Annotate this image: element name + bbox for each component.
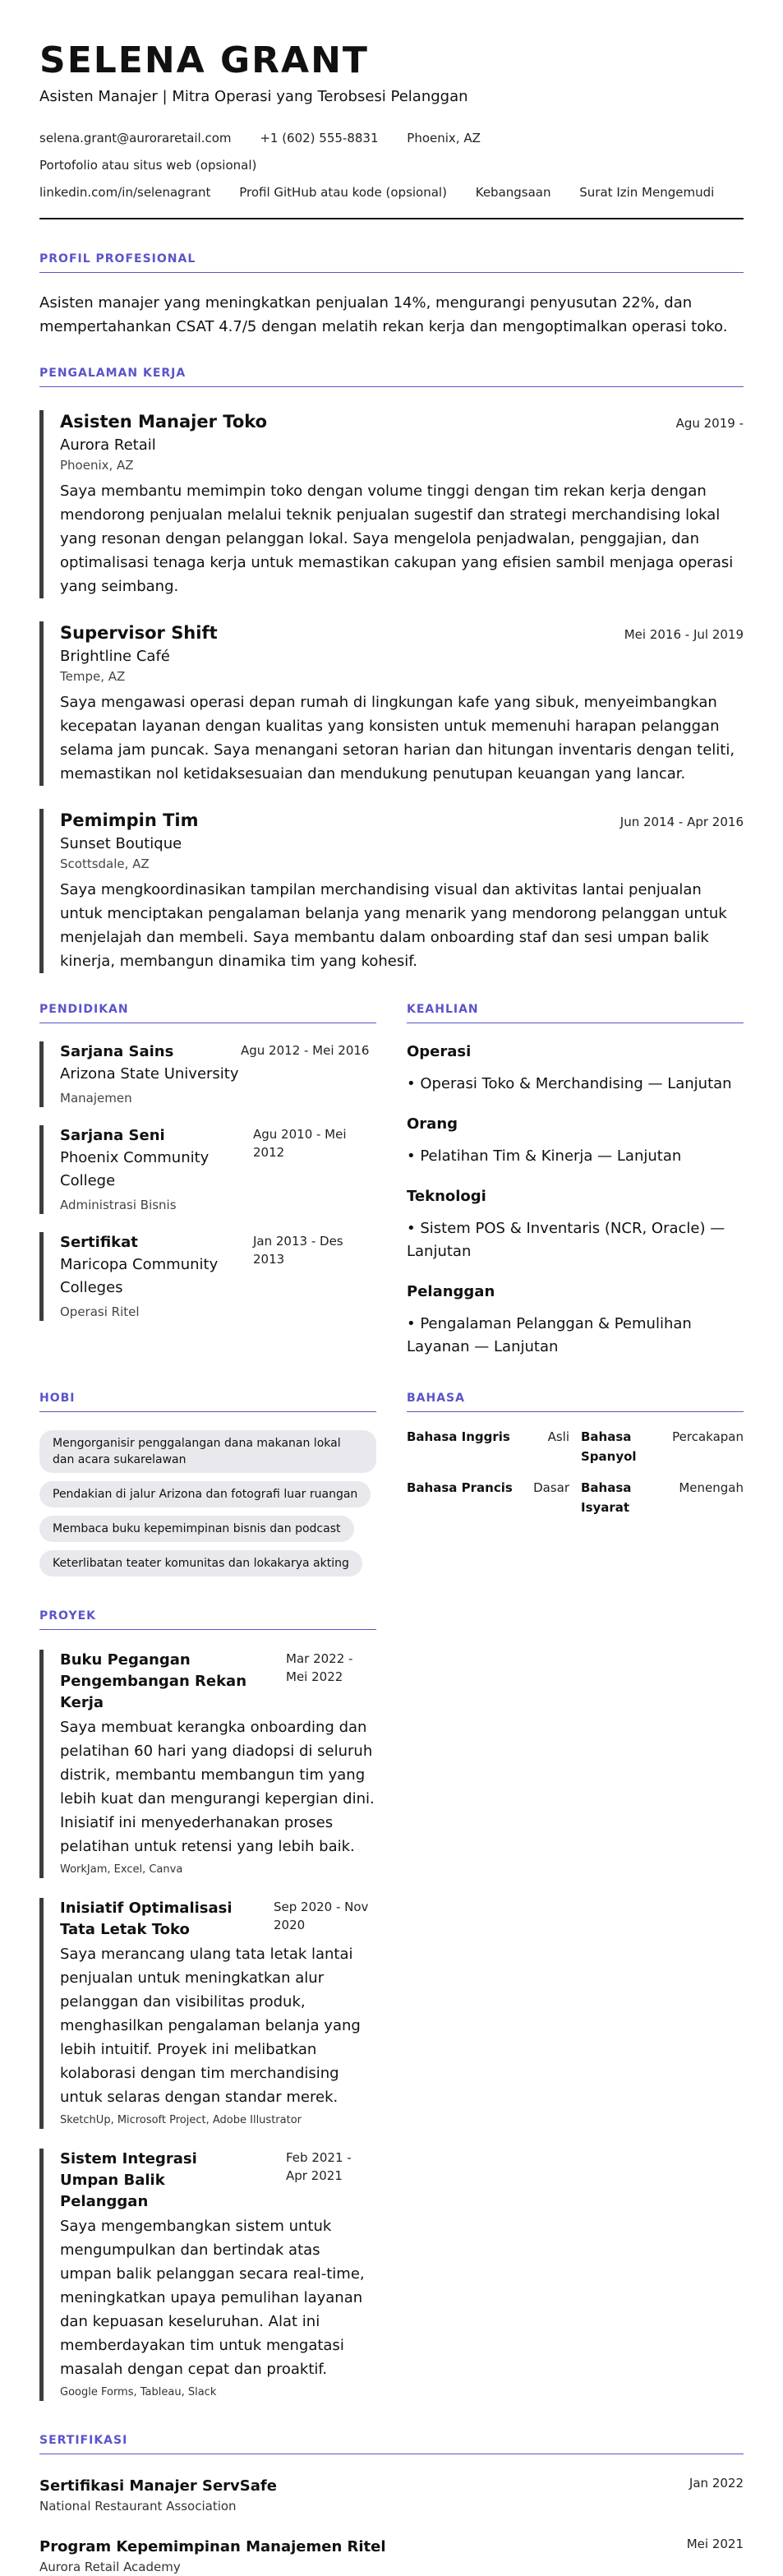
education-skills-row xyxy=(39,1003,744,1359)
skill-group xyxy=(407,1281,744,1359)
job-entry xyxy=(39,809,744,973)
education-date: Agu 2010 - Mei 2012 xyxy=(253,1127,347,1160)
skill-category: Orang xyxy=(407,1115,458,1133)
skill-item: • Operasi Toko & Merchandising — Lanjutan xyxy=(407,1075,732,1092)
projects-title: PROYEK xyxy=(39,1609,376,1630)
project-entry xyxy=(39,1650,376,1878)
project-description: Saya merancang ulang tata letak lantai penjualan untuk meningkatkan alur pelanggan dan visibilitas produk, menghasilkan pengalaman belanja yang lebih intuitif. Proyek ini melibatkan kolaborasi dengan tim merchandising untuk selaras dengan standar merek. xyxy=(60,1946,361,2106)
summary-title: PROFIL PROFESIONAL xyxy=(39,252,744,273)
hobby-chip: Mengorganisir penggalangan dana makanan lokal dan acara sukarelawan xyxy=(39,1430,376,1473)
summary-text: Asisten manajer yang meningkatkan penjualan 14%, mengurangi penyusutan 22%, dan mempertahankan CSAT 4.7/5 dengan melatih rekan kerja dan mengoptimalkan operasi toko. xyxy=(39,294,728,335)
education-school: Arizona State University xyxy=(60,1065,239,1083)
certification-name: Sertifikasi Manajer ServSafe xyxy=(39,2477,277,2495)
contact-license: Surat Izin Mengemudi xyxy=(579,185,715,200)
skill-item: • Pelatihan Tim & Kinerja — Lanjutan xyxy=(407,1147,682,1165)
hobby-chip: Membaca buku kepemimpinan bisnis dan podcast xyxy=(39,1516,354,1542)
education-field: Operasi Ritel xyxy=(60,1304,140,1319)
job-entry xyxy=(39,621,744,786)
job-title: Pemimpin Tim xyxy=(60,810,199,830)
certification-entry xyxy=(39,2476,744,2515)
resume-header xyxy=(39,39,744,219)
language-name: Bahasa Isyarat xyxy=(581,1480,632,1515)
hobbies-section xyxy=(39,1392,376,1577)
education-degree: Sarjana Sains xyxy=(60,1043,174,1060)
language-name: Bahasa Spanyol xyxy=(581,1429,637,1464)
language-entry xyxy=(407,1478,569,1517)
project-date: Sep 2020 - Nov 2020 xyxy=(274,1900,369,1932)
project-tech: SketchUp, Microsoft Project, Adobe Illustrator xyxy=(60,2114,302,2126)
project-date: Mar 2022 - Mei 2022 xyxy=(286,1651,353,1684)
job-description: Saya mengawasi operasi depan rumah di lingkungan kafe yang sibuk, menyeimbangkan kecepatan layanan dengan kualitas yang konsisten untuk memenuhi harapan pelanggan selama jam puncak. Saya menangani setoran harian dan hitungan inventaris dengan teliti, memastikan nol ketidaksesuaian dan mendukung penutupan keuangan yang lancar. xyxy=(60,694,735,782)
education-field: Manajemen xyxy=(60,1091,132,1106)
project-description: Saya mengembangkan sistem untuk mengumpulkan dan bertindak atas umpan balik pelanggan secara real-time, meningkatkan upaya pemulihan layanan dan kepuasan keseluruhan. Alat ini memberdayakan tim untuk mengatasi masalah dengan cepat dan proaktif. xyxy=(60,2218,365,2378)
hobbies-title: HOBI xyxy=(39,1392,376,1412)
languages-title: BAHASA xyxy=(407,1392,744,1412)
certification-date: Mei 2021 xyxy=(686,2537,744,2551)
education-school: Phoenix Community College xyxy=(60,1149,210,1189)
contact-list xyxy=(39,125,744,206)
certification-org: National Restaurant Association xyxy=(39,2499,237,2514)
education-entry xyxy=(39,1041,376,1107)
education-field: Administrasi Bisnis xyxy=(60,1198,177,1212)
job-date: Mei 2016 - Jul 2019 xyxy=(624,627,744,642)
certifications-title: SERTIFIKASI xyxy=(39,2434,744,2454)
education-degree: Sarjana Seni xyxy=(60,1127,165,1144)
job-date: Jun 2014 - Apr 2016 xyxy=(619,815,744,829)
contact-portfolio[interactable]: Portofolio atau situs web (opsional) xyxy=(39,158,257,173)
education-school: Maricopa Community Colleges xyxy=(60,1256,219,1296)
language-level: Percakapan xyxy=(672,1429,744,1444)
education-entry xyxy=(39,1125,376,1214)
project-title: Sistem Integrasi Umpan Balik Pelanggan xyxy=(60,2150,197,2210)
hobby-chip: Pendakian di jalur Arizona dan fotografi luar ruangan xyxy=(39,1481,371,1507)
project-title: Inisiatif Optimalisasi Tata Letak Toko xyxy=(60,1900,233,1938)
education-date: Jan 2013 - Des 2013 xyxy=(253,1234,343,1267)
projects-row xyxy=(39,1609,744,2401)
contact-linkedin[interactable]: linkedin.com/in/selenagrant xyxy=(39,185,211,200)
projects-section xyxy=(39,1609,376,2401)
skill-item: • Sistem POS & Inventaris (NCR, Oracle) — Lanjutan xyxy=(407,1220,725,1260)
job-company: Sunset Boutique xyxy=(60,835,182,852)
language-level: Menengah xyxy=(679,1480,744,1495)
job-entry xyxy=(39,410,744,598)
skills-section xyxy=(407,1003,744,1359)
skill-group xyxy=(407,1041,744,1096)
certifications-section xyxy=(39,2434,744,2576)
skill-category: Teknologi xyxy=(407,1188,486,1205)
job-description: Saya mengkoordinasikan tampilan merchandising visual dan aktivitas lantai penjualan untuk menciptakan pengalaman belanja yang menarik yang mendorong pelanggan untuk menjelajah dan membeli. Saya membantu dalam onboarding staf dan sesi umpan balik kinerja, membangun dinamika tim yang kohesif. xyxy=(60,881,727,970)
languages-section xyxy=(407,1392,744,1577)
job-date: Agu 2019 - xyxy=(675,416,744,431)
project-entry xyxy=(39,2149,376,2401)
certification-entry xyxy=(39,2537,744,2576)
hobby-chip: Keterlibatan teater komunitas dan lokakarya akting xyxy=(39,1550,362,1577)
education-entry xyxy=(39,1232,376,1321)
job-title: Supervisor Shift xyxy=(60,623,218,643)
skill-category: Operasi xyxy=(407,1043,472,1060)
project-date: Feb 2021 - Apr 2021 xyxy=(286,2150,352,2183)
project-entry xyxy=(39,1898,376,2129)
experience-section xyxy=(39,367,744,973)
education-degree: Sertifikat xyxy=(60,1234,138,1251)
summary-section xyxy=(39,252,744,339)
education-section xyxy=(39,1003,376,1359)
job-title: Asisten Manajer Toko xyxy=(60,412,268,432)
contact-email[interactable]: selena.grant@auroraretail.com xyxy=(39,131,232,145)
experience-title: PENGALAMAN KERJA xyxy=(39,367,744,387)
language-name: Bahasa Prancis xyxy=(407,1480,513,1495)
project-tech: WorkJam, Excel, Canva xyxy=(60,1863,183,1876)
language-level: Dasar xyxy=(533,1480,569,1495)
contact-nationality: Kebangsaan xyxy=(475,185,551,200)
language-level: Asli xyxy=(547,1429,569,1444)
certification-org: Aurora Retail Academy xyxy=(39,2560,181,2574)
job-location: Scottsdale, AZ xyxy=(60,856,150,871)
candidate-name: SELENA GRANT xyxy=(39,39,369,81)
project-description: Saya membuat kerangka onboarding dan pelatihan 60 hari yang diadopsi di seluruh distrik, membantu membangun tim yang lebih kuat dan mengurangi kepergian dini. Inisiatif ini menyederhanakan proses pelatihan untuk retensi yang lebih baik. xyxy=(60,1719,375,1855)
certification-name: Program Kepemimpinan Manajemen Ritel xyxy=(39,2538,386,2555)
contact-location: Phoenix, AZ xyxy=(407,131,481,145)
hobby-list xyxy=(39,1422,376,1577)
skill-group xyxy=(407,1186,744,1263)
language-entry xyxy=(581,1478,744,1517)
job-company: Brightline Café xyxy=(60,648,170,665)
job-description: Saya membantu memimpin toko dengan volume tinggi dengan tim rekan kerja dengan mendorong penjualan melalui teknik penjualan sugestif dan strategi merchandising lokal yang resonan dengan pelanggan lokal. Saya mengelola penjadwalan, penggajian, dan optimalisasi tenaga kerja untuk memastikan cakupan yang efisien sambil menjaga operasi yang seimbang. xyxy=(60,482,734,595)
projects-right-spacer xyxy=(407,1609,744,2401)
skill-group xyxy=(407,1114,744,1168)
job-location: Tempe, AZ xyxy=(60,669,126,684)
project-tech: Google Forms, Tableau, Slack xyxy=(60,2386,217,2398)
language-entry xyxy=(407,1427,569,1466)
education-title: PENDIDIKAN xyxy=(39,1003,376,1023)
project-title: Buku Pegangan Pengembangan Rekan Kerja xyxy=(60,1651,247,1711)
candidate-headline: Asisten Manajer | Mitra Operasi yang Terobsesi Pelanggan xyxy=(39,88,468,105)
header-divider xyxy=(39,218,744,219)
skill-item: • Pengalaman Pelanggan & Pemulihan Layanan — Lanjutan xyxy=(407,1315,692,1355)
hobbies-languages-row xyxy=(39,1392,744,1577)
job-location: Phoenix, AZ xyxy=(60,458,134,473)
certification-date: Jan 2022 xyxy=(689,2476,744,2491)
skills-title: KEAHLIAN xyxy=(407,1003,744,1023)
language-grid xyxy=(407,1427,744,1517)
job-company: Aurora Retail xyxy=(60,436,156,454)
skill-category: Pelanggan xyxy=(407,1283,495,1300)
contact-phone[interactable]: +1 (602) 555-8831 xyxy=(260,131,379,145)
education-date: Agu 2012 - Mei 2016 xyxy=(241,1043,370,1058)
contact-github[interactable]: Profil GitHub atau kode (opsional) xyxy=(239,185,447,200)
language-name: Bahasa Inggris xyxy=(407,1429,510,1444)
language-entry xyxy=(581,1427,744,1466)
